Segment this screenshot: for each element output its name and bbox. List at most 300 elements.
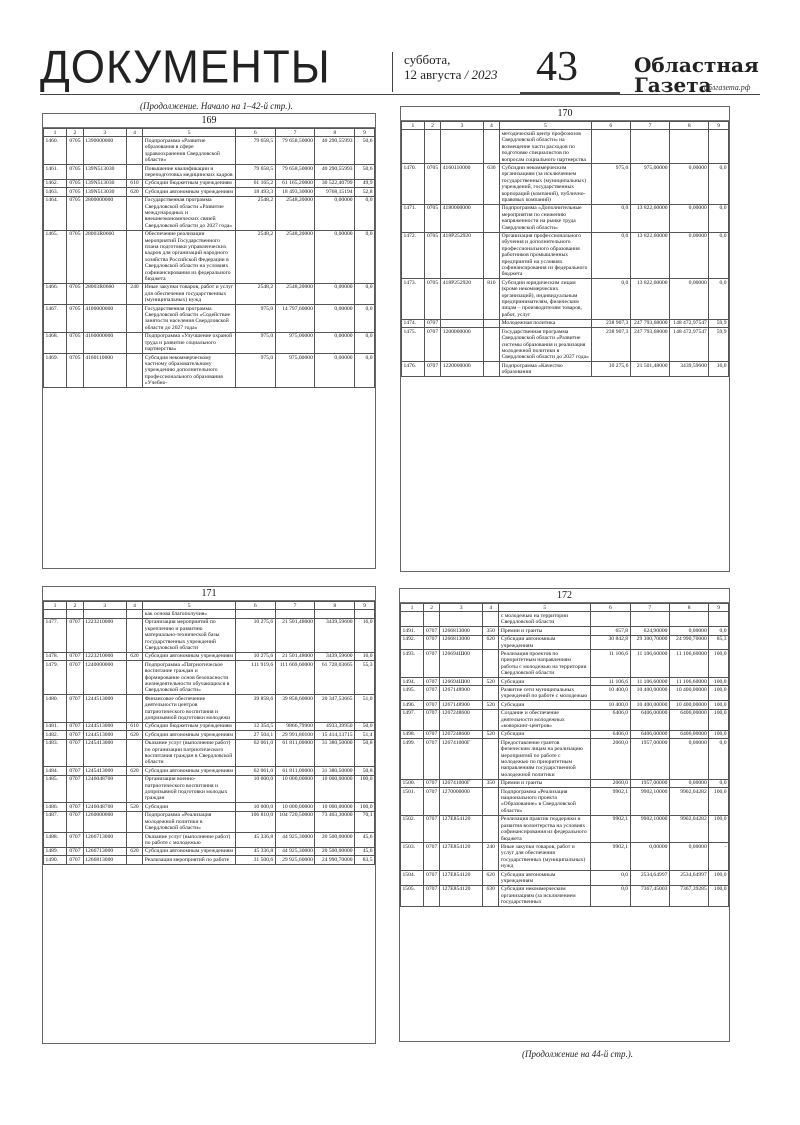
table-row [401,627,729,635]
table-cell [441,319,484,327]
table-cell: 139N513030 [83,179,126,187]
table-cell: 12 354,5 [235,722,275,730]
table-cell: 0707 [423,815,439,843]
table-cell: 620 [126,767,143,775]
table-cell [126,332,143,353]
table-cell [126,196,143,230]
table-cell: 10 275,6 [591,362,630,377]
table-cell: 2548,20000 [275,196,315,230]
table-cell: 0,00000 [670,279,709,319]
table-cell: 1474. [402,319,425,327]
table-cell: 100,0 [709,650,729,678]
table-row [44,230,375,283]
table-row [44,833,375,848]
table-row [402,204,729,232]
table-cell [83,610,126,618]
table-cell: 418P252920 [441,232,484,279]
table-cell: 44 925,30000 [275,847,315,855]
table-cell: 2548,2 [235,196,275,230]
table-cell: 1498. [401,730,424,738]
table-row [44,354,375,388]
table-row [401,701,729,709]
table-cell: 1244513000 [83,695,126,723]
table-cell: 1267248600 [440,709,483,730]
table-cell: 1267148900 [440,686,483,701]
table-cell: 1488. [44,833,67,848]
table-row [401,843,729,871]
table-cell: 0705 [67,230,84,283]
table-cell: 0,0 [591,204,630,232]
table-cell: 1460. [44,137,67,165]
table-row [44,188,375,196]
panel-page-number: 169 [43,114,375,128]
table-cell [275,610,315,618]
table-cell: 1501. [401,788,424,816]
table-cell: 1266713000 [83,833,126,848]
table-cell: 1482. [44,731,67,739]
table-cell: 1267248600 [440,730,483,738]
table-row [44,695,375,723]
table-cell: 2060,0 [591,779,630,787]
table-cell: 0,0 [709,739,729,779]
table-cell: 0707 [423,650,439,678]
table-cell [482,788,498,816]
table-cell: как основа благополучия» [143,610,236,618]
table-cell: 240 [126,283,143,304]
table-cell: 0,00000 [669,739,708,779]
table-cell: 6406,0 [591,709,630,730]
table-cell: Субсидии некоммерческим организациям (за исключением государственных [499,885,591,906]
table-row [402,279,729,319]
table-cell: 0707 [67,739,84,767]
column-header: 5 [499,604,591,612]
table-cell: Субсидии юридическим лицам (кроме некоммерческих организаций), индивидуальным предпринимателям, физическим лицам – производителям товаров, работ, услуг [500,279,592,319]
table-cell: 1505. [401,885,424,906]
table-cell: 104 720,50000 [275,811,315,832]
table-cell: Иные закупки товаров, работ и услуг для обеспечения государственных (муниципальных) нужд [143,283,236,304]
table-cell: 0705 [424,232,440,279]
table-cell: 1246048700 [83,775,126,803]
table-cell: 59,9 [709,328,729,362]
table-cell: Субсидии [499,701,591,709]
table-cell: 0,0 [355,283,375,304]
column-header: 5 [143,602,236,610]
logo-line-2: Газета [634,73,712,97]
table-cell: 1470. [402,164,425,204]
table-cell [709,612,729,627]
table-cell: 0707 [423,885,439,906]
table-cell: 61 811,00000 [275,767,315,775]
table-cell [126,661,143,695]
column-header: 7 [630,122,669,130]
table-cell [126,305,143,333]
table-cell: 1223210000 [83,618,126,652]
table-cell: 620 [482,871,498,886]
table-cell: 1266813000 [440,627,483,635]
table-row [44,811,375,832]
table-cell [482,650,498,678]
table-cell: 100,0 [709,815,729,843]
table-cell: 0707 [424,362,440,377]
table-cell: 0707 [67,661,84,695]
table-cell: 0,0 [591,871,630,886]
table-cell: 520 [126,803,143,811]
table-cell [126,165,143,180]
table-cell: Развитие сети муниципальных учреждений по работе с молодежью [499,686,591,701]
table-cell: Подпрограмма «Реализация национального проекта «Образование» в Свердловской области» [499,788,591,816]
table-cell: Премии и гранты [499,779,591,787]
table-row [44,610,375,618]
table-cell: Субсидии бюджетным учреждениям [143,179,236,187]
table-cell: 0707 [423,686,439,701]
table-cell: 4180000000 [441,204,484,232]
table-cell: Молодежная политика [500,319,592,327]
table-cell: 13 822,60000 [630,204,669,232]
table-cell: методический центр профсоюзов Свердловской области» на возмещение части расходов по подготовке специалистов по вопросам социального партнерства [500,130,592,164]
table-cell: 0,0 [355,196,375,230]
table-cell [483,362,499,377]
table-cell: 9768,15194 [315,188,355,196]
table-row [401,871,729,886]
table-cell: 2060,0 [591,739,630,779]
table-row [44,179,375,187]
table-cell: 350 [482,627,498,635]
table-cell: 11 106,6 [591,678,630,686]
table-cell [315,610,355,618]
table-cell: 127E854120 [440,871,483,886]
table-cell: Организация профессионального обучения и дополнительного профессионального образования работников промышленных предприятий на условиях софинансирования из федерального бюджета [500,232,592,279]
table-cell: 238 907,3 [591,328,630,362]
table-cell: 0705 [424,204,440,232]
table-cell: 1499. [401,739,424,779]
table-cell: 0,0 [355,230,375,283]
table-row [401,885,729,906]
table-cell: Подпрограмма «Дополнительные мероприятия по снижению напряженности на рынке труда Свердловской области» [500,204,592,232]
table-cell: 100,0 [709,678,729,686]
table-cell: Создание и обеспечение деятельности молодежных «коворкинг-центров» [499,709,591,730]
table-row [401,686,729,701]
table-cell: Организация мероприятий по укреплению и развитию материально-технической базы государственных учреждений Свердловской области [143,618,236,652]
table-header-row [401,604,729,612]
table-cell: 0707 [423,739,439,779]
table-cell: 100,0 [709,686,729,701]
table-row [401,709,729,730]
table-cell: 1390000000 [83,137,126,165]
budget-table [401,121,729,377]
column-header: 6 [591,122,630,130]
table-cell: 0707 [423,635,439,650]
table-cell [441,130,484,164]
table-cell: 1240000000 [83,661,126,695]
table-cell: 148 472,97547 [670,319,709,327]
table-cell: 0705 [67,165,84,180]
table-row [402,328,729,362]
table-cell: 6406,0 [591,730,630,738]
table-row [402,362,729,377]
table-cell: 1465. [44,230,67,283]
table-cell: 10 000,0 [235,803,275,811]
budget-table [400,603,729,907]
table-cell: 62 061,0 [235,767,275,775]
table-cell: 61 728,03665 [315,661,355,695]
table-row [44,767,375,775]
table-cell: 9902,04282 [669,788,708,816]
table-cell: 11 106,60000 [669,650,708,678]
column-header: 5 [143,129,236,137]
table-cell: 620 [126,652,143,660]
table-cell: Субсидии автономным учреждениям [143,847,236,855]
table-cell: 7367,39285 [669,885,708,906]
table-cell: 50,8 [355,739,375,767]
table-cell: 1957,00000 [630,739,669,779]
table-cell: 51,4 [355,731,375,739]
table-cell: 55,3 [355,661,375,695]
table-cell: 0707 [423,871,439,886]
table-cell [670,130,709,164]
table-cell: Подпрограмма «Качество образования [500,362,592,377]
column-header: 7 [275,129,315,137]
table-cell: 0,0 [591,232,630,279]
table-row [401,730,729,738]
table-cell: 0707 [423,788,439,816]
table-cell: 1494. [401,678,424,686]
table-cell: 11 106,60000 [630,678,669,686]
column-header: 8 [315,129,355,137]
table-cell [126,137,143,165]
table-cell: 0707 [67,811,84,832]
table-cell: 247 793,68000 [630,319,669,327]
table-cell: 0,0 [709,164,729,204]
table-cell: Реализация практик поддержки и развития волонтерства на условиях софинансирования из федерального бюджета [499,815,591,843]
table-cell: 11 106,60000 [669,678,708,686]
table-cell: 1485. [44,775,67,803]
table-row [44,652,375,660]
table-row [401,635,729,650]
table-cell: Реализация мероприятий по работе [143,856,236,864]
table-cell: 1472. [402,232,425,279]
table-cell: 10 275,6 [235,652,275,660]
table-row [44,803,375,811]
table-cell [126,811,143,832]
table-cell: 10 400,00000 [669,686,708,701]
column-header: 1 [401,604,424,612]
issue-date [404,52,498,82]
column-header: 7 [275,602,315,610]
table-cell: 31 380,50000 [315,739,355,767]
table-cell: 0707 [424,319,440,327]
table-cell: Подпрограмма «Развитие образования в сфере здравоохранения Свердловской области» [143,137,236,165]
table-cell: 50,0 [355,722,375,730]
table-cell: 14 797,60000 [275,305,315,333]
table-cell [67,610,84,618]
table-cell: 0,00000 [669,779,708,787]
table-cell: 1246048700 [83,803,126,811]
table-cell [355,610,375,618]
table-cell: 1497. [401,709,424,730]
table-cell: 50,8 [355,767,375,775]
table-panel-171 [42,586,376,1044]
table-cell: 28003R0660 [83,230,126,283]
table-cell: 630 [483,164,499,204]
table-cell: 0705 [67,188,84,196]
table-cell: Финансовое обеспечение деятельности центров патриотического воспитания и допризывной подготовки молодежи [143,695,236,723]
table-cell: Премии и гранты [499,627,591,635]
site-address: облгазета.рф [704,83,751,92]
table-cell: Государственная программа Свердловской области «Развитие международных и внешнеэкономических связей Свердловской области до 2027 года» [143,196,236,230]
table-row [401,815,729,843]
table-cell [235,610,275,618]
panel-page-number: 170 [401,107,729,121]
table-cell: 238 907,3 [591,319,630,327]
table-cell: 21 501,48000 [275,618,315,652]
table-cell: 59,9 [709,319,729,327]
column-header: 9 [709,604,729,612]
table-row [44,856,375,864]
table-row [44,332,375,353]
table-row [401,739,729,779]
table-cell: 4160110000 [83,354,126,388]
table-cell: Подпрограмма «Патриотическое воспитание граждан и формирование основ безопасности жизнедеятельности обучающихся в Свердловской области» [143,661,236,695]
table-row [402,319,729,327]
table-cell: 100,0 [709,730,729,738]
table-cell: 39 858,60000 [275,695,315,723]
table-cell: 975,0 [591,164,630,204]
table-cell: 100,0 [709,709,729,730]
table-cell: 620 [482,635,498,650]
column-header: 8 [315,602,355,610]
table-cell: 1477. [44,618,67,652]
table-cell: 10 400,0 [591,701,630,709]
table-panel-169 [42,113,376,569]
table-cell: 0707 [67,833,84,848]
table-cell: 1244513000 [83,722,126,730]
table-row [44,739,375,767]
table-cell: 3439,59600 [315,652,355,660]
table-cell: 1475. [402,328,425,362]
table-cell: 1270000000 [440,788,483,816]
table-cell: Субсидии автономным учреждениям [499,871,591,886]
table-cell: 31 500,6 [235,856,275,864]
table-header-row [44,129,375,137]
table-cell: 100,0 [709,885,729,906]
table-cell: 62 061,0 [235,739,275,767]
table-cell: 0707 [423,701,439,709]
table-cell: 350 [482,779,498,787]
table-cell: Обеспечение реализации мероприятий Государственного плана подготовки управленческих кадров для организаций народного хозяйства Российской Федерации в Свердловской области на условиях софинансирования из федерального бюджета [143,230,236,283]
table-cell: 10 000,00000 [315,775,355,803]
table-cell: 39 858,6 [235,695,275,723]
table-cell: 0707 [67,803,84,811]
table-cell [401,612,424,627]
table-cell: 1478. [44,652,67,660]
table-cell: 1496. [401,701,424,709]
table-cell: 0705 [67,283,84,304]
table-cell: 520 [482,701,498,709]
table-cell: 61 811,00000 [275,739,315,767]
table-row [402,130,729,164]
table-cell [126,833,143,848]
table-header-row [402,122,729,130]
column-header: 3 [83,602,126,610]
table-cell: 2534,64997 [630,871,669,886]
budget-table [43,128,375,388]
table-cell: 18 493,30000 [275,188,315,196]
table-cell: 0,0 [709,204,729,232]
table-cell: 45,6 [355,847,375,855]
table-cell: 0,0 [355,332,375,353]
table-cell: 0705 [424,279,440,319]
table-cell [630,612,669,627]
table-cell: 30 842,8 [591,635,630,650]
table-row [44,165,375,180]
table-cell: 13 822,60000 [630,232,669,279]
table-cell: 6406,00000 [669,709,708,730]
table-row [44,775,375,803]
table-cell: 9902,10000 [630,815,669,843]
table-cell [482,686,498,701]
table-cell: 10 400,00000 [669,701,708,709]
table-cell [126,618,143,652]
table-cell: 3439,59600 [670,362,709,377]
table-cell [669,612,708,627]
table-cell: Субсидии бюджетным учреждениям [143,722,236,730]
table-cell [126,739,143,767]
table-cell: 630 [482,885,498,906]
table-cell: 1490. [44,856,67,864]
table-cell: 1492. [401,635,424,650]
table-cell: 50,6 [355,165,375,180]
table-cell: 1461. [44,165,67,180]
table-cell: 810 [483,279,499,319]
table-cell: 0,00000 [670,232,709,279]
table-cell: 1245413000 [83,767,126,775]
table-cell: 0707 [423,709,439,730]
column-header: 3 [83,129,126,137]
column-header: 2 [67,129,84,137]
table-cell [483,130,499,164]
table-cell: Субсидии [143,803,236,811]
table-cell: 1489. [44,847,67,855]
table-cell: 0705 [67,196,84,230]
table-cell: 0,0 [355,354,375,388]
table-cell: 2548,2 [235,230,275,283]
table-cell: 1480. [44,695,67,723]
column-header: 9 [355,129,375,137]
table-cell: 0705 [67,305,84,333]
table-cell: 0,0 [591,885,630,906]
table-cell: 106 810,0 [235,811,275,832]
table-cell: 1486. [44,803,67,811]
table-cell: 7367,45003 [630,885,669,906]
table-cell: 1266813000 [440,635,483,650]
table-cell: 610 [126,179,143,187]
table-cell: 520 [482,730,498,738]
table-cell: Оказание услуг (выполнение работ) по организации патриотического воспитания граждан в Свердловской области [143,739,236,767]
table-panel-172 [399,588,730,1042]
table-cell: Субсидии автономным учреждениям [143,652,236,660]
table-cell: 100,0 [355,803,375,811]
table-cell: 418P252920 [441,279,484,319]
table-cell: 624,90000 [630,627,669,635]
table-cell: Подпрограмма «Реализация молодежной политики в Свердловской области» [143,811,236,832]
table-cell: 70,1 [355,811,375,832]
table-cell: 50,6 [355,137,375,165]
table-row [44,847,375,855]
table-row [401,788,729,816]
table-cell: 11 106,6 [591,650,630,678]
table-cell: 1484. [44,767,67,775]
table-cell: 620 [126,731,143,739]
